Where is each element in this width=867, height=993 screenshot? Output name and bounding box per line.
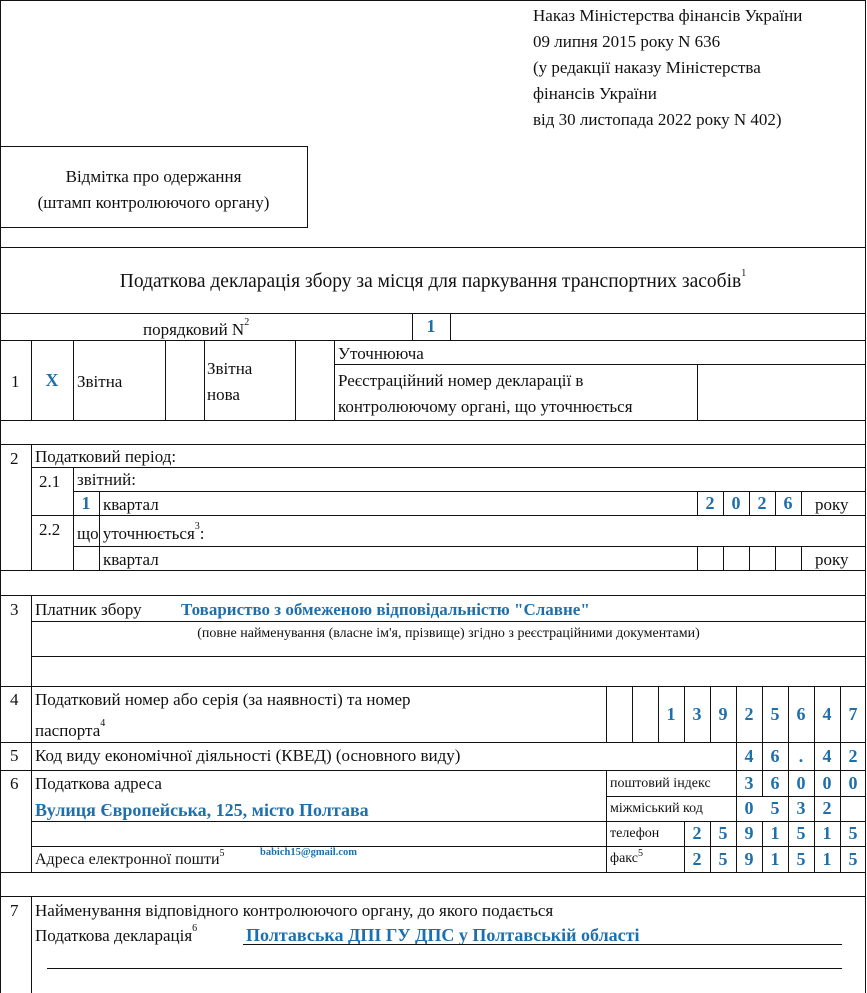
- phone-digit[interactable]: 5: [848, 823, 858, 843]
- row-number: 5: [10, 746, 19, 765]
- row-number: 2.2: [39, 520, 61, 539]
- divider: [31, 467, 866, 468]
- payer-hint: (повне найменування (власне ім'я, прізвище) згідно з реєстраційними документами): [197, 626, 700, 641]
- row-number: 4: [10, 690, 19, 709]
- quarter-field[interactable]: [73, 546, 99, 570]
- underline: [47, 968, 842, 969]
- reporting-period-label: звітний:: [77, 470, 136, 489]
- stamp-label: Відмітка про одержання: [65, 167, 242, 186]
- divider: [31, 621, 866, 622]
- row-number: 3: [10, 600, 19, 619]
- phone-digit[interactable]: 1: [770, 823, 780, 843]
- tax-number-digit[interactable]: 2: [744, 703, 754, 724]
- fax-digit[interactable]: 2: [692, 848, 702, 869]
- kved-digit[interactable]: 4: [744, 745, 754, 766]
- reporting-checkbox[interactable]: X: [45, 369, 59, 390]
- fax-digit[interactable]: 5: [718, 848, 728, 869]
- phone-digit[interactable]: 1: [822, 823, 832, 843]
- postal-code-label: поштовий індекс: [610, 776, 711, 791]
- tax-number-digit[interactable]: 9: [718, 703, 728, 724]
- postal-code-digit[interactable]: 0: [796, 772, 806, 793]
- tax-number-digit[interactable]: 4: [822, 703, 832, 724]
- authority-label: Найменування відповідного контролюючого органу, до якого подається: [35, 901, 554, 920]
- tax-period-label: Податковий період:: [35, 447, 177, 466]
- year-digit-field[interactable]: [697, 546, 723, 570]
- intercity-code-label: міжміський код: [610, 801, 703, 816]
- intercity-code-digit[interactable]: 0: [744, 798, 754, 818]
- order-line: фінансів України: [533, 84, 657, 103]
- phone-digit[interactable]: 2: [692, 823, 702, 843]
- page-title: [0, 268, 866, 292]
- fax-digit[interactable]: 9: [744, 848, 754, 869]
- registration-number-label: Реєстраційний номер декларації в: [338, 371, 584, 390]
- year-label: року: [815, 550, 849, 569]
- intercity-code-digit[interactable]: 2: [822, 798, 832, 818]
- payer-label: Платник збору: [35, 600, 142, 619]
- clarified-period-label: що уточнюється$^3$:: [77, 521, 205, 543]
- year-digit-field[interactable]: 2: [757, 492, 767, 513]
- authority-label: Податкова декларація$^6$: [35, 923, 198, 945]
- divider: [0, 340, 866, 341]
- divider: [31, 444, 32, 571]
- divider: [0, 595, 866, 596]
- year-digit-field[interactable]: 0: [731, 492, 741, 513]
- fax-digit[interactable]: 1: [770, 848, 780, 869]
- clarifying-checkbox[interactable]: [295, 340, 334, 420]
- tax-number-label: Податковий номер або серія (за наявності) та номер: [35, 690, 411, 709]
- title-text: Податкова декларація збору за місця для паркування транспортних засобів: [119, 271, 742, 292]
- row-number: 6: [10, 774, 19, 793]
- quarter-label: квартал: [103, 495, 159, 514]
- serial-number-field[interactable]: 1: [426, 316, 436, 336]
- new-reporting-label: нова: [207, 385, 240, 404]
- tax-number-digit[interactable]: 5: [770, 703, 780, 724]
- kved-label: Код виду економічної діяльності (КВЕД) (основного виду): [35, 746, 461, 765]
- order-line: Наказ Міністерства фінансів України: [533, 6, 803, 25]
- phone-digit[interactable]: 5: [718, 823, 728, 843]
- year-digit-field[interactable]: [723, 546, 749, 570]
- phone-digit[interactable]: 5: [796, 823, 806, 843]
- kved-digit[interactable]: 6: [770, 745, 780, 766]
- tax-number-digit[interactable]: [632, 686, 658, 742]
- tax-address-label: Податкова адреса: [35, 774, 162, 793]
- order-line: 09 липня 2015 року N 636: [533, 32, 721, 51]
- divider: [31, 656, 866, 657]
- quarter-field[interactable]: 1: [81, 492, 91, 513]
- year-label: року: [815, 495, 849, 514]
- tax-number-digit[interactable]: 7: [848, 703, 858, 724]
- underline: [243, 944, 842, 945]
- divider: [334, 340, 335, 420]
- tax-number-digit[interactable]: 6: [796, 703, 806, 724]
- new-reporting-checkbox[interactable]: [165, 340, 204, 420]
- divider: [73, 340, 74, 420]
- authority-name-field[interactable]: Полтавська ДПІ ГУ ДПС у Полтавській області: [246, 925, 640, 945]
- divider: [0, 896, 866, 897]
- intercity-code-digit[interactable]: 5: [770, 798, 780, 818]
- kved-digit[interactable]: 2: [848, 745, 858, 766]
- intercity-code-digit[interactable]: 3: [796, 798, 806, 818]
- fax-label: факс$^5$: [610, 848, 643, 866]
- year-digit-field[interactable]: 6: [783, 492, 793, 513]
- fax-digit[interactable]: 5: [796, 848, 806, 869]
- receipt-stamp-box: [0, 146, 308, 228]
- kved-digit[interactable]: 4: [822, 745, 832, 766]
- fax-digit[interactable]: 1: [822, 848, 832, 869]
- divider: [0, 872, 866, 873]
- phone-label: телефон: [610, 826, 660, 841]
- postal-code-digit[interactable]: 0: [848, 772, 858, 793]
- year-digit-field[interactable]: [749, 546, 775, 570]
- payer-name-field[interactable]: Товариство з обмеженою відповідальністю "Славне": [181, 600, 590, 619]
- new-reporting-label: Звітна: [207, 359, 253, 378]
- year-digit-field[interactable]: 2: [705, 492, 715, 513]
- postal-code-digit[interactable]: 3: [744, 772, 754, 793]
- stamp-sublabel: (штамп контролюючого органу): [37, 193, 270, 212]
- email-field[interactable]: babich15@gmail.com: [260, 847, 357, 858]
- tax-number-digit[interactable]: 3: [692, 703, 702, 724]
- reporting-label: Звітна: [77, 372, 123, 391]
- row-number: 2: [10, 449, 19, 468]
- tax-address-field[interactable]: Вулиця Європейська, 125, місто Полтава: [35, 800, 369, 820]
- divider: [801, 491, 802, 515]
- tax-number-digit[interactable]: [606, 686, 632, 742]
- year-digit-field[interactable]: [775, 546, 801, 570]
- fax-digit[interactable]: 5: [848, 848, 858, 869]
- divider: [0, 444, 866, 445]
- order-line: (у редакції наказу Міністерства: [533, 58, 761, 77]
- email-label: Адреса електронної пошти$^5$: [35, 848, 225, 868]
- tax-number-digit[interactable]: 1: [666, 703, 676, 724]
- postal-code-digit[interactable]: 0: [822, 772, 832, 793]
- kved-digit[interactable]: .: [798, 745, 804, 766]
- tax-number-label: паспорта$^4$: [35, 718, 106, 740]
- row-number: 1: [11, 372, 20, 391]
- row-number: 2.1: [39, 472, 61, 491]
- divider: [0, 420, 866, 421]
- divider: [0, 570, 866, 571]
- registration-number-field[interactable]: [697, 364, 866, 420]
- divider: [31, 896, 32, 993]
- divider: [801, 546, 802, 570]
- quarter-label: квартал: [103, 550, 159, 569]
- divider: [0, 247, 866, 248]
- row-number: 7: [10, 901, 19, 920]
- clarifying-label: Уточнююча: [338, 344, 424, 363]
- order-line: від 30 листопада 2022 року N 402): [533, 110, 782, 129]
- divider: [31, 515, 866, 516]
- postal-code-digit[interactable]: 6: [770, 772, 780, 793]
- registration-number-label: контролюючому органі, що уточнюється: [338, 397, 633, 416]
- divider: [450, 313, 451, 340]
- divider: [204, 340, 205, 420]
- phone-digit[interactable]: 9: [744, 823, 754, 843]
- divider: [31, 686, 32, 872]
- footnote: 1: [741, 268, 747, 279]
- serial-label: порядковий $N^2$: [143, 317, 250, 339]
